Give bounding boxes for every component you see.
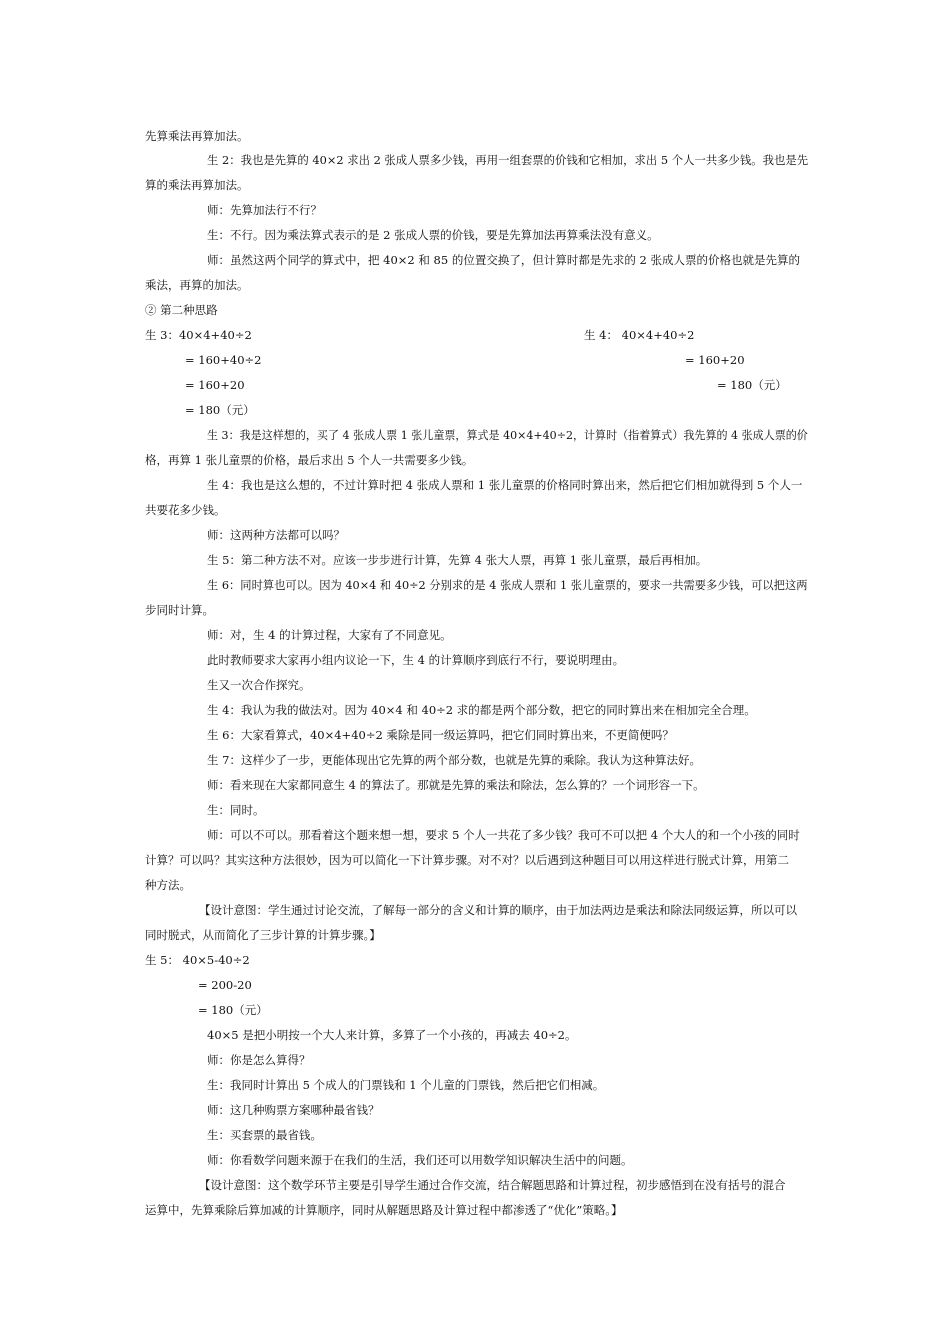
text-line: 生：买套票的最省钱。 — [207, 1128, 322, 1142]
text-line: 格，再算 1 张儿童票的价格，最后求出 5 个人一共需要多少钱。 — [145, 453, 474, 467]
equation-line: 生 3：40×4+40÷2 — [145, 328, 252, 342]
equation-line: 生 5： 40×5-40÷2 — [145, 953, 250, 967]
text-line: 生 4：我也是这么想的，不过计算时把 4 张成人票和 1 张儿童票的价格同时算出来，然后把它们相加就得到 5 个人一 — [207, 478, 803, 492]
text-line: 生 2：我也是先算的 40×2 求出 2 张成人票多少钱，再用一组套票的价钱和它相加，求出 5 个人一共多少钱。我也是先 — [207, 153, 809, 167]
text-line: 种方法。 — [145, 878, 191, 892]
text-line: 师：看来现在大家都同意生 4 的算法了。那就是先算的乘法和除法，怎么算的？一个词形容一下。 — [207, 778, 705, 792]
text-line: 师：可以不可以。那看着这个题来想一想，要求 5 个人一共花了多少钱？我可不可以把 4 个大人的和一个小孩的同时 — [207, 828, 800, 842]
design-intent-note: 同时脱式，从而简化了三步计算的计算步骤。】 — [145, 928, 381, 942]
equation-line: = 160+20 — [185, 378, 245, 392]
section-heading: ② 第二种思路 — [145, 303, 218, 317]
equation-line: = 180（元） — [185, 403, 255, 417]
text-line: 生：我同时计算出 5 个成人的门票钱和 1 个儿童的门票钱，然后把它们相减。 — [207, 1078, 605, 1092]
text-line: 乘法，再算的加法。 — [145, 278, 249, 292]
equation-line: = 200-20 — [198, 978, 252, 992]
text-line: 师：虽然这两个同学的算式中，把 40×2 和 85 的位置交换了，但计算时都是先求的 2 张成人票的价格也就是先算的 — [207, 253, 800, 267]
text-line: 计算？可以吗？其实这种方法很妙，因为可以简化一下计算步骤。对不对？以后遇到这种题目可以用这样进行脱式计算，用第二 — [145, 853, 789, 867]
text-line: 算的乘法再算加法。 — [145, 178, 249, 192]
text-line: 先算乘法再算加法。 — [145, 129, 249, 143]
text-line: 生：同时。 — [207, 803, 265, 817]
text-line: 步同时计算。 — [145, 603, 214, 617]
design-intent-note: 【设计意图：这个数学环节主要是引导学生通过合作交流，结合解题思路和计算过程，初步感悟到在没有括号的混合 — [199, 1178, 786, 1192]
design-intent-note: 【设计意图：学生通过讨论交流，了解每一部分的含义和计算的顺序，由于加法两边是乘法和除法同级运算，所以可以 — [199, 903, 797, 917]
text-line: 师：这几种购票方案哪种最省钱？ — [207, 1103, 380, 1117]
text-line: 共要花多少钱。 — [145, 503, 226, 517]
text-line: 生 3：我是这样想的，买了 4 张成人票 1 张儿童票，算式是 40×4+40÷2，计算时（指着算式）我先算的 4 张成人票的价 — [207, 428, 808, 442]
equation-line: = 180（元） — [717, 378, 787, 392]
text-line: 生 6：大家看算式，40×4+40÷2 乘除是同一级运算吗，把它们同时算出来，不更简便吗？ — [207, 728, 674, 742]
text-line: 师：这两种方法都可以吗？ — [207, 528, 345, 542]
equation-line: = 180（元） — [198, 1003, 268, 1017]
text-line: 此时教师要求大家再小组内议论一下，生 4 的计算顺序到底行不行，要说明理由。 — [207, 653, 625, 667]
text-line: 40×5 是把小明按一个大人来计算，多算了一个小孩的，再减去 40÷2。 — [207, 1028, 577, 1042]
text-line: 生：不行。因为乘法算式表示的是 2 张成人票的价钱，要是先算加法再算乘法没有意义。 — [207, 228, 659, 242]
text-line: 生 4：我认为我的做法对。因为 40×4 和 40÷2 求的都是两个部分数，把它的同时算出来在相加完全合理。 — [207, 703, 756, 717]
design-intent-note: 运算中，先算乘除后算加减的计算顺序，同时从解题思路及计算过程中都渗透了“优化”策略。】 — [145, 1203, 623, 1217]
text-line: 师：先算加法行不行？ — [207, 203, 322, 217]
text-line: 师：你是怎么算得？ — [207, 1053, 311, 1067]
text-line: 师：对，生 4 的计算过程，大家有了不同意见。 — [207, 628, 452, 642]
text-line: 生 7：这样少了一步，更能体现出它先算的两个部分数，也就是先算的乘除。我认为这种算法好。 — [207, 753, 701, 767]
text-line: 生 6：同时算也可以。因为 40×4 和 40÷2 分别求的是 4 张成人票和 1 张儿童票的，要求一共需要多少钱，可以把这两 — [207, 578, 808, 592]
text-line: 生 5：第二种方法不对。应该一步步进行计算，先算 4 张大人票，再算 1 张儿童票，最后再相加。 — [207, 553, 708, 567]
equation-line: = 160+40÷2 — [185, 353, 262, 367]
text-line: 师：你看数学问题来源于在我们的生活，我们还可以用数学知识解决生活中的问题。 — [207, 1153, 633, 1167]
equation-line: 生 4： 40×4+40÷2 — [584, 328, 695, 342]
equation-line: = 160+20 — [685, 353, 745, 367]
text-line: 生又一次合作探究。 — [207, 678, 311, 692]
